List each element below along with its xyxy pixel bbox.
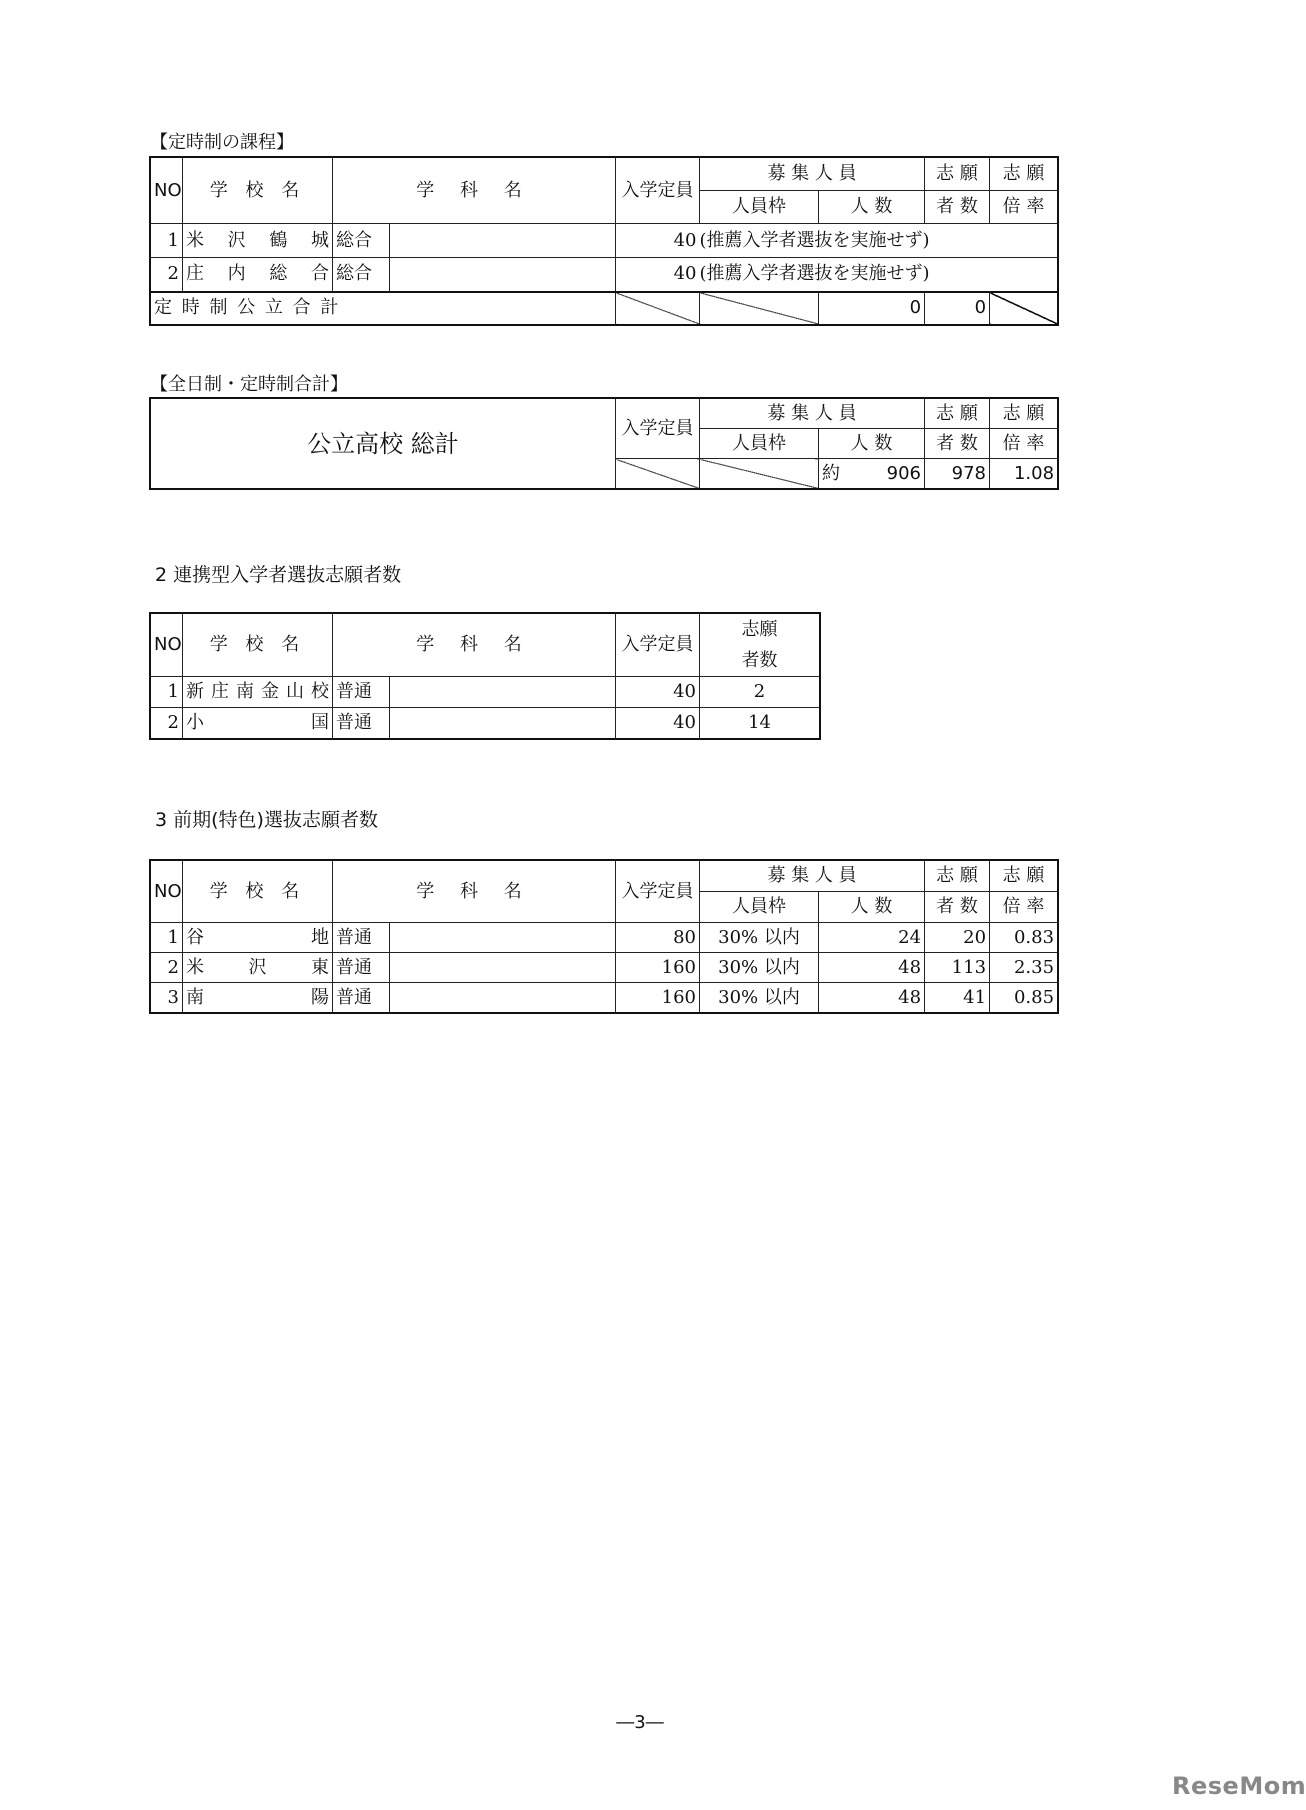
header-dept: 学 科 名 xyxy=(333,614,616,677)
table-row xyxy=(151,224,1058,258)
header-no: NO xyxy=(151,861,183,923)
section-title-teijisei: 【定時制の課程】 xyxy=(150,132,294,153)
row-no: 2 xyxy=(151,953,183,983)
header-capacity: 入学定員 xyxy=(616,861,700,923)
dept-detail xyxy=(390,923,616,953)
count-value: 48 xyxy=(819,953,925,983)
capacity-value: 40 xyxy=(616,258,700,292)
diagonal-cell xyxy=(616,292,700,325)
count-value: 906 xyxy=(886,462,922,484)
count-value: 24 xyxy=(819,923,925,953)
table-row xyxy=(151,923,1058,953)
frame-value: 30% 以内 xyxy=(700,983,819,1013)
header-ratio-bottom: 倍 率 xyxy=(990,191,1058,224)
header-ratio-top: 志 願 xyxy=(990,158,1058,191)
not-implemented-note: (推薦入学者選抜を実施せず) xyxy=(700,258,1058,292)
grand-total-applicants: 978 xyxy=(925,459,990,489)
dept-name: 総合 xyxy=(333,224,390,258)
header-school: 学 校 名 xyxy=(183,158,333,224)
section-title-renkei: 2 連携型入学者選抜志願者数 xyxy=(155,564,402,586)
header-frame: 人員枠 xyxy=(700,892,819,923)
header-applicants-bottom: 者 数 xyxy=(925,191,990,224)
header-capacity: 入学定員 xyxy=(616,614,700,677)
header-count: 人 数 xyxy=(819,892,925,923)
row-no: 2 xyxy=(151,258,183,292)
grand-total-count xyxy=(819,459,925,489)
header-dept: 学 科 名 xyxy=(333,861,616,923)
school-name: 谷 地 xyxy=(183,923,333,953)
header-ratio-bottom: 倍 率 xyxy=(990,429,1058,459)
header-applicants-top: 志 願 xyxy=(925,861,990,892)
header-capacity: 入学定員 xyxy=(616,158,700,224)
header-recruit: 募 集 人 員 xyxy=(700,399,925,429)
table-row xyxy=(151,258,1058,292)
header-applicants-bottom: 者 数 xyxy=(925,892,990,923)
header-count: 人 数 xyxy=(819,429,925,459)
header-frame: 人員枠 xyxy=(700,191,819,224)
table-row xyxy=(151,983,1058,1013)
applicants-value: 2 xyxy=(700,677,820,708)
diagonal-cell xyxy=(990,292,1058,325)
row-no: 1 xyxy=(151,224,183,258)
page-number: ―3― xyxy=(616,1712,664,1733)
grand-total-table xyxy=(150,398,1058,489)
header-frame: 人員枠 xyxy=(700,429,819,459)
row-no: 1 xyxy=(151,677,183,708)
header-recruit: 募 集 人 員 xyxy=(700,861,925,892)
header-school: 学 校 名 xyxy=(183,614,333,677)
header-ratio-top: 志 願 xyxy=(990,399,1058,429)
dept-detail xyxy=(390,953,616,983)
ratio-value: 0.85 xyxy=(990,983,1058,1013)
renkei-table xyxy=(150,613,820,739)
header-capacity: 入学定員 xyxy=(616,399,700,459)
ratio-value: 0.83 xyxy=(990,923,1058,953)
header-no: NO xyxy=(151,158,183,224)
header-count: 人 数 xyxy=(819,191,925,224)
approx-label: 約 xyxy=(822,462,840,484)
school-name: 南 陽 xyxy=(183,983,333,1013)
not-implemented-note: (推薦入学者選抜を実施せず) xyxy=(700,224,1058,258)
diagonal-cell xyxy=(700,292,819,325)
frame-value: 30% 以内 xyxy=(700,923,819,953)
total-applicants: 0 xyxy=(925,292,990,325)
zenki-table xyxy=(150,860,1058,1013)
capacity-value: 80 xyxy=(616,923,700,953)
grand-total-ratio: 1.08 xyxy=(990,459,1058,489)
header-applicants-top: 志 願 xyxy=(925,158,990,191)
table-row xyxy=(151,953,1058,983)
count-value: 48 xyxy=(819,983,925,1013)
capacity-value: 40 xyxy=(616,677,700,708)
school-name: 米 沢 鶴 城 xyxy=(183,224,333,258)
ratio-value: 2.35 xyxy=(990,953,1058,983)
capacity-value: 160 xyxy=(616,953,700,983)
dept-detail xyxy=(390,983,616,1013)
dept-name: 総合 xyxy=(333,258,390,292)
total-count: 0 xyxy=(819,292,925,325)
dept-detail xyxy=(390,224,616,258)
school-name: 庄 内 総 合 xyxy=(183,258,333,292)
capacity-value: 40 xyxy=(616,708,700,739)
dept-detail xyxy=(390,677,616,708)
grand-total-label: 公立高校 総計 xyxy=(151,399,616,489)
table-row xyxy=(151,708,820,739)
dept-name: 普通 xyxy=(333,953,390,983)
dept-name: 普通 xyxy=(333,923,390,953)
dept-name: 普通 xyxy=(333,708,390,739)
section-title-zenki: 3 前期(特色)選抜志願者数 xyxy=(155,809,378,831)
dept-detail xyxy=(390,258,616,292)
section-title-total: 【全日制・定時制合計】 xyxy=(150,374,348,395)
dept-name: 普通 xyxy=(333,983,390,1013)
diagonal-cell xyxy=(616,459,700,489)
applicants-value: 41 xyxy=(925,983,990,1013)
dept-detail xyxy=(390,708,616,739)
applicants-value: 14 xyxy=(700,708,820,739)
header-applicants: 志願 者数 xyxy=(700,614,820,677)
resemom-logo: ReseMom xyxy=(1172,1772,1306,1800)
header-applicants-top: 志 願 xyxy=(925,399,990,429)
header-ratio-bottom: 倍 率 xyxy=(990,892,1058,923)
total-row xyxy=(151,292,1058,325)
row-no: 2 xyxy=(151,708,183,739)
applicants-value: 113 xyxy=(925,953,990,983)
header-no: NO xyxy=(151,614,183,677)
header-applicants-bottom: 者 数 xyxy=(925,429,990,459)
header-recruit: 募 集 人 員 xyxy=(700,158,925,191)
applicants-value: 20 xyxy=(925,923,990,953)
dept-name: 普通 xyxy=(333,677,390,708)
teijisei-table xyxy=(150,157,1058,325)
school-name: 新 庄 南 金 山 校 xyxy=(183,677,333,708)
header-school: 学 校 名 xyxy=(183,861,333,923)
total-label: 定 時 制 公 立 合 計 xyxy=(151,292,616,325)
table-row xyxy=(151,677,820,708)
header-dept: 学 科 名 xyxy=(333,158,616,224)
header-ratio-top: 志 願 xyxy=(990,861,1058,892)
school-name: 小 国 xyxy=(183,708,333,739)
school-name: 米 沢 東 xyxy=(183,953,333,983)
capacity-value: 160 xyxy=(616,983,700,1013)
frame-value: 30% 以内 xyxy=(700,953,819,983)
diagonal-cell xyxy=(700,459,819,489)
row-no: 3 xyxy=(151,983,183,1013)
row-no: 1 xyxy=(151,923,183,953)
capacity-value: 40 xyxy=(616,224,700,258)
